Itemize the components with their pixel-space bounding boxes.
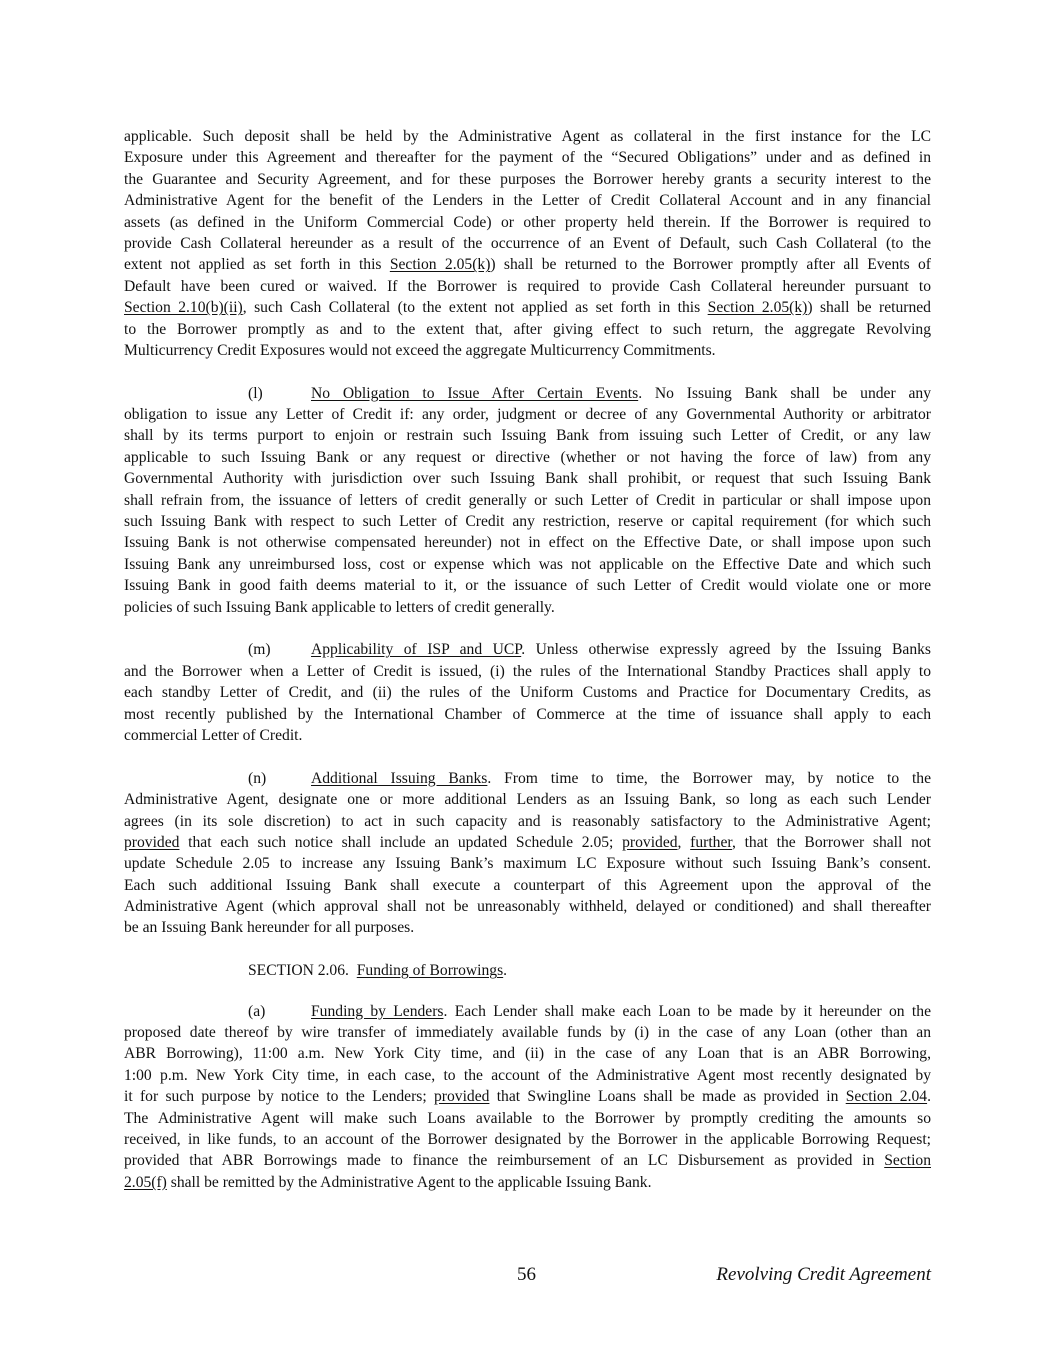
text-line [124,682,931,703]
underlined-term: further [690,833,732,851]
text-segment: shall refrain from, the issuance of letters of credit generally or such Letter of Credit in particular or shall impose upon [124,491,931,509]
text-line [124,597,931,618]
line-text [311,639,931,660]
text-line [124,404,931,425]
underlined-term: 2.05(f) [124,1173,167,1191]
underlined-term: No Obligation to Issue After Certain Events [311,384,639,402]
text-segment: obligation to issue any Letter of Credit if: any order, judgment or decree of any Governmental Authority or arbitrator [124,406,931,424]
text-segment: ) shall be returned [807,299,931,317]
text-line [124,554,931,575]
text-line [124,832,931,853]
text-line [124,190,931,211]
text-segment: . No Issuing Bank shall be under any [638,384,931,402]
text-line [124,1086,931,1107]
underlined-term: Section 2.04 [845,1088,928,1106]
text-line [124,575,931,596]
text-line [124,425,931,446]
text-segment: each standby Letter of Credit, and (ii) the rules of the Uniform Customs and Practice for Documentary Credits, as [124,684,931,702]
document-body [124,126,931,1215]
text-segment: , [677,833,691,851]
underlined-term: Additional Issuing Banks [311,769,488,787]
text-line [124,917,931,938]
text-line [124,896,931,917]
underlined-term: Funding by Lenders [311,1002,444,1020]
line-text [311,768,931,789]
text-line [124,1065,931,1086]
text-segment: The Administrative Agent will make such Loans available to the Borrower by promptly crediting the amounts so [124,1109,931,1127]
text-segment: . From time to time, the Borrower may, by notice to the [487,769,931,787]
text-segment: to the Borrower promptly as and to the extent that, after giving effect to such return, the aggregate Revolving [124,320,931,338]
subsection-label: (a) [248,1002,266,1020]
line-text [311,383,931,404]
text-line [124,254,931,275]
text-segment: Issuing Bank any unreimbursed loss, cost or expense which was not applicable on the Effective Date and which such [124,555,931,573]
underlined-term: Applicability of ISP and UCP [311,641,522,659]
paragraph [124,126,931,361]
text-segment: Administrative Agent (which approval shall not be unreasonably withheld, delayed or conditioned) and shall thereafter [124,898,931,916]
document-title: Revolving Credit Agreement [716,1264,931,1285]
text-segment: agrees (in its sole discretion) to act in such capacity and is reasonably satisfactory to the Administrative Agent; [124,812,931,830]
text-line [124,233,931,254]
text-segment: provide Cash Collateral hereunder as a result of the occurrence of an Event of Default, such Cash Collateral (to the [124,234,931,252]
subsection-a [124,1001,931,1194]
subsection-label: (l) [248,384,263,402]
underlined-term: provided [124,833,180,851]
section-heading [248,960,931,981]
subsection-l [124,383,931,618]
text-line [124,490,931,511]
text-line [124,276,931,297]
text-segment: such Issuing Bank with respect to such Letter of Credit any restriction, reserve or capital requirement (for which such [124,513,931,531]
text-segment: be an Issuing Bank hereunder for all purposes. [124,919,415,937]
text-segment: Each such additional Issuing Bank shall execute a counterpart of this Agreement upon the approval of the [124,876,931,894]
text-segment: Issuing Bank in good faith deems material to it, or the issuance of such Letter of Credit would violate one or more [124,577,931,595]
text-segment: update Schedule 2.05 to increase any Issuing Bank’s maximum LC Exposure without such Issuing Bank’s consent. [124,855,931,873]
text-line [124,811,931,832]
text-line [124,1022,931,1043]
text-line [124,1172,931,1193]
text-line [124,532,931,553]
text-line [124,297,931,318]
page-number: 56 [517,1264,536,1285]
text-line [124,468,931,489]
subsection-m [124,639,931,746]
text-segment: Default have been cured or waived. If the Borrower is required to provide Cash Collateral hereunder pursuant to [124,277,931,295]
text-segment: . Unless otherwise expressly agreed by the Issuing Banks [521,641,931,659]
text-segment: and the Borrower when a Letter of Credit is issued, (i) the rules of the International Standby Practices shall apply to [124,662,931,680]
text-segment: it for such purpose by notice to the Lenders; [124,1088,434,1106]
text-line [124,704,931,725]
text-segment: applicable. Such deposit shall be held by the Administrative Agent as collateral in the first instance for the LC [124,128,931,145]
underlined-term: Section 2.05(k) [389,256,491,274]
text-segment: . [927,1088,931,1106]
text-line [124,511,931,532]
text-line [124,383,931,404]
text-line [124,1043,931,1064]
text-line [124,875,931,896]
subsection-n [124,768,931,939]
section-2-06-body [124,1001,931,1194]
text-line [124,789,931,810]
text-line [124,169,931,190]
text-line [124,1129,931,1150]
underlined-term: Section 2.10(b)(ii) [124,299,243,317]
text-segment: ABR Borrowing), 11:00 a.m. New York City time, and (ii) in the case of any Loan that is an ABR Borrowing, [124,1045,931,1063]
text-segment: ) shall be returned to the Borrower promptly after all Events of [490,256,931,274]
text-segment: the Guarantee and Security Agreement, and for these purposes the Borrower hereby grants a security interest to the [124,170,931,188]
text-segment: commercial Letter of Credit. [124,726,303,744]
text-segment: shall be remitted by the Administrative Agent to the applicable Issuing Bank. [166,1173,652,1191]
subsection-label: (m) [248,641,271,659]
text-segment: 1:00 p.m. New York City time, in each case, to the account of the Administrative Agent most recently designated by [124,1066,931,1084]
underlined-term: provided [433,1088,490,1106]
text-line [124,126,931,147]
text-segment: that Swingline Loans shall be made as provided in [489,1088,846,1106]
text-line [124,639,931,660]
text-segment: . Each Lender shall make each Loan to be made by it hereunder on the [443,1002,931,1020]
section-heading-prefix: SECTION 2.06. [248,962,357,980]
text-line [124,212,931,233]
underlined-term: Section [884,1152,931,1170]
text-segment: applicable to such Issuing Bank or any request or directive (whether or not having the force of law) from any [124,448,931,466]
text-segment: Multicurrency Credit Exposures would not exceed the aggregate Multicurrency Commitments. [124,341,716,359]
text-line [124,319,931,340]
text-segment: , that the Borrower shall not [731,833,931,851]
text-segment: , such Cash Collateral (to the extent not applied as set forth in this [242,299,708,317]
text-segment: Issuing Bank is not otherwise compensated hereunder) not in effect on the Effective Date, or shall impose upon such [124,534,931,552]
text-segment: shall by its terms purport to enjoin or restrain such Issuing Bank from issuing such Letter of Credit, or any law [124,427,931,445]
text-line [124,340,931,361]
text-line [124,1001,931,1022]
text-line [124,1150,931,1171]
page-footer [124,1264,931,1288]
text-segment: Administrative Agent, designate one or more additional Lenders as an Issuing Bank, so long as each such Lender [124,791,931,809]
text-segment: assets (as defined in the Uniform Commercial Code) or other property held therein. If the Borrower is required to [124,213,931,231]
text-line [124,1108,931,1129]
line-text [311,1001,931,1022]
text-segment: policies of such Issuing Bank applicable to letters of credit generally. [124,598,555,616]
text-segment: extent not applied as set forth in this [124,256,390,274]
underlined-term: Section 2.05(k) [707,299,808,317]
text-line [124,661,931,682]
section-2-05-continuation [124,126,931,939]
text-line [124,447,931,468]
text-segment: received, in like funds, to an account of the Borrower designated by the Borrower in the applicable Borrowing Request; [124,1130,931,1148]
section-heading-suffix: . [503,962,508,980]
underlined-term: provided [622,833,678,851]
text-segment: most recently published by the International Chamber of Commerce at the time of issuance shall apply to each [124,705,931,723]
text-segment: proposed date thereof by wire transfer of immediately available funds by (i) in the case of any Loan (other than an [124,1024,931,1042]
text-line [124,768,931,789]
text-segment: Governmental Authority with jurisdiction over such Issuing Bank shall prohibit, or request that such Issuing Bank [124,470,931,488]
text-segment: Exposure under this Agreement and thereafter for the payment of the “Secured Obligations” under and as defined in [124,149,931,167]
section-heading-title: Funding of Borrowings [356,962,504,980]
text-segment: Administrative Agent for the benefit of the Lenders in the Letter of Credit Collateral Account and in any financial [124,192,931,210]
text-segment: that each such notice shall include an updated Schedule 2.05; [179,833,623,851]
subsection-label: (n) [248,769,267,787]
text-line [124,725,931,746]
text-line [124,147,931,168]
text-line [124,853,931,874]
text-segment: provided that ABR Borrowings made to finance the reimbursement of an LC Disbursement as provided in [124,1152,885,1170]
